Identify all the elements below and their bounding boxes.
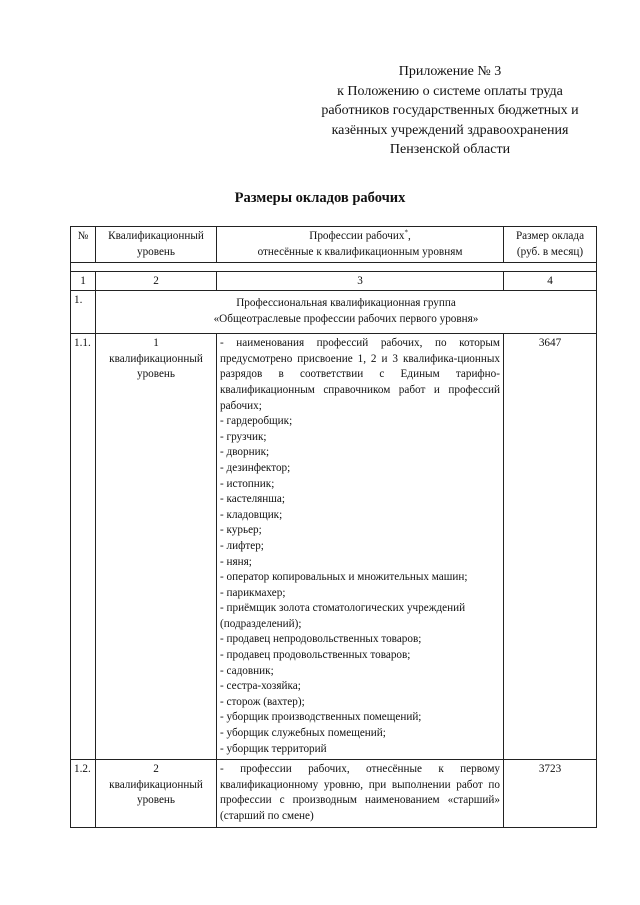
header-level: Квалификационный уровень (96, 227, 217, 263)
table-row (71, 334, 597, 760)
salary-table (70, 226, 597, 828)
list-item: - садовник; (220, 664, 274, 677)
list-item: - приёмщик золота стоматологических учреждений (подразделений); (220, 602, 466, 630)
list-item: - грузчик; (220, 430, 267, 443)
list-item: - уборщик служебных помещений; (220, 727, 386, 740)
list-item: - оператор копировальных и множительных машин; (220, 571, 468, 584)
column-number: 4 (504, 272, 597, 291)
table-header-row (71, 227, 597, 263)
appendix-line: работников государственных бюджетных и (321, 103, 579, 118)
header-num: № (71, 227, 96, 263)
row-num: 1.1. (71, 334, 96, 760)
list-item: - сестра-хозяйка; (220, 680, 301, 693)
header-professions-title: Профессии рабочих (309, 230, 405, 242)
list-item: - гардеробщик; (220, 415, 293, 428)
list-item: - дезинфектор; (220, 461, 291, 474)
column-number: 1 (71, 272, 96, 291)
document-title: Размеры окладов рабочих (234, 190, 406, 206)
profession-list (220, 414, 500, 757)
list-item: - продавец продовольственных товаров; (220, 649, 411, 662)
group-title-line2: «Общеотраслевые профессии рабочих первого уровня» (213, 312, 479, 325)
header-salary: Размер оклада (руб. в месяц) (504, 227, 597, 263)
row-professions-intro: - наименования профессий рабочих, по которым предусмотрено присвоение 1, 2 и 3 квалифика-ционных разрядов в соответствии с Единым тарифно-квалификационным справочником работ и профессий рабочих; (220, 337, 500, 412)
row-salary: 3647 (504, 334, 597, 760)
list-item: - сторож (вахтер); (220, 695, 305, 708)
list-item: - кладовщик; (220, 508, 283, 521)
group-row (71, 291, 597, 334)
footnote-mark: * (404, 228, 408, 237)
row-professions-intro: - профессии рабочих, отнесённые к первому квалификационному уровню, при выполнении работ по профессии с производным наименованием «старший» (старший по смене) (220, 763, 500, 822)
header-professions-sub: отнесённые к квалификационным уровням (257, 245, 463, 258)
list-item: - курьер; (220, 524, 262, 537)
column-number: 3 (217, 272, 504, 291)
list-item: - няня; (220, 555, 252, 568)
list-item: - лифтер; (220, 539, 264, 552)
list-item: - дворник; (220, 446, 270, 459)
row-num: 1.2. (71, 760, 96, 827)
row-level-text: квалификационный уровень (109, 778, 203, 807)
group-num: 1. (71, 291, 96, 334)
column-number-row (71, 272, 597, 291)
row-salary: 3723 (504, 760, 597, 827)
group-title-line1: Профессиональная квалификационная группа (236, 297, 456, 310)
header-professions: Профессии рабочих*, отнесённые к квалификационным уровням (217, 227, 504, 263)
appendix-line: Пензенской области (389, 142, 511, 157)
list-item: - истопник; (220, 477, 275, 490)
column-number: 2 (96, 272, 217, 291)
list-item: - кастелянша; (220, 493, 285, 506)
row-level (96, 334, 217, 760)
row-level-number: 2 (153, 763, 159, 776)
list-item: - продавец непродовольственных товаров; (220, 633, 422, 646)
row-professions (217, 334, 504, 760)
row-level-number: 1 (153, 337, 159, 350)
list-item: - уборщик производственных помещений; (220, 711, 422, 724)
list-item: - уборщик территорий (220, 742, 327, 755)
row-professions (217, 760, 504, 827)
row-level (96, 760, 217, 827)
appendix-line: Приложение № 3 (398, 64, 502, 79)
row-level-text: квалификационный уровень (109, 352, 203, 381)
appendix-header (300, 62, 600, 160)
appendix-line: казённых учреждений здравоохранения (331, 122, 569, 138)
appendix-line: к Положению о системе оплаты труда (337, 83, 563, 99)
table-row (71, 760, 597, 827)
group-title (96, 291, 597, 334)
list-item: - парикмахер; (220, 586, 286, 599)
